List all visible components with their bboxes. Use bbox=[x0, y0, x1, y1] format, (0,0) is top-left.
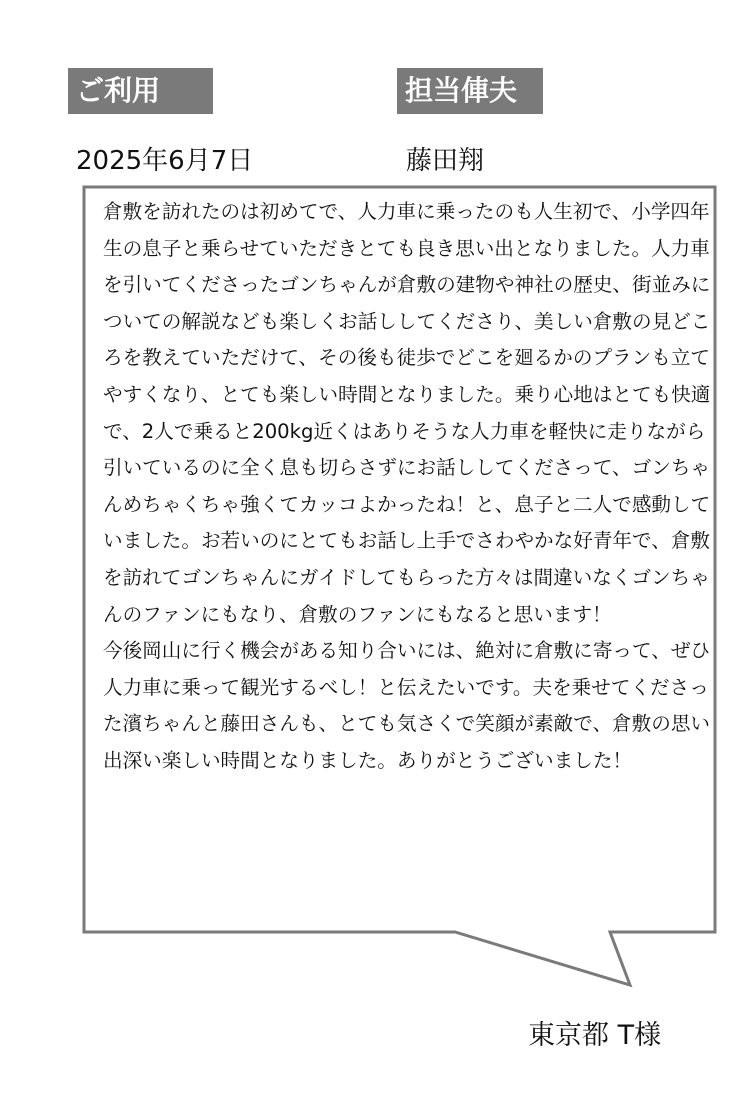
staff-label: 担当俥夫 bbox=[397, 68, 543, 114]
review-paragraph: 倉敷を訪れたのは初めてで、人力車に乗ったのも人生初で、小学四年生の息子と乗らせていただきとても良き思い出となりました。人力車を引いてくださったゴンちゃんが倉敷の建物や神社の歴史、街並みについての解説なども楽しくお話ししてくださり、美しい倉敷の見どころを教えていただけて、その後も徒歩でどこを廻るかのプランも立てやすくなり、とても楽しい時間となりました。乗り心地はとても快適で、2人で乗ると200kg近くはありそうな人力車を軽快に走りながら引いているのに全く息も切らさずにお話ししてくださって、ゴンちゃんめちゃくちゃ強くてカッコよかったね！と、息子と二人で感動していました。お若いのにとてもお話し上手でさわやかな好青年で、倉敷を訪れてゴンちゃんにガイドしてもらった方々は間違いなくゴンちゃんのファンにもなり、倉敷のファンにもなると思います！ bbox=[103, 200, 711, 626]
visit-date-label: ご利用 bbox=[68, 68, 213, 114]
visit-date-value: 2025年6月7日 bbox=[76, 146, 254, 176]
staff-name-value: 藤田翔 bbox=[406, 146, 485, 176]
review-paragraph: 今後岡山に行く機会がある知り合いには、絶対に倉敷に寄って、ぜひ人力車に乗って観光するべし！と伝えたいです。夫を乗せてくださった濱ちゃんと藤田さんも、とても気さくで笑顔が素敵で、倉敷の思い出深い楽しい時間となりました。ありがとうございました！ bbox=[103, 639, 711, 772]
review-body bbox=[103, 194, 715, 780]
customer-name: 東京都 T様 bbox=[528, 1020, 662, 1051]
